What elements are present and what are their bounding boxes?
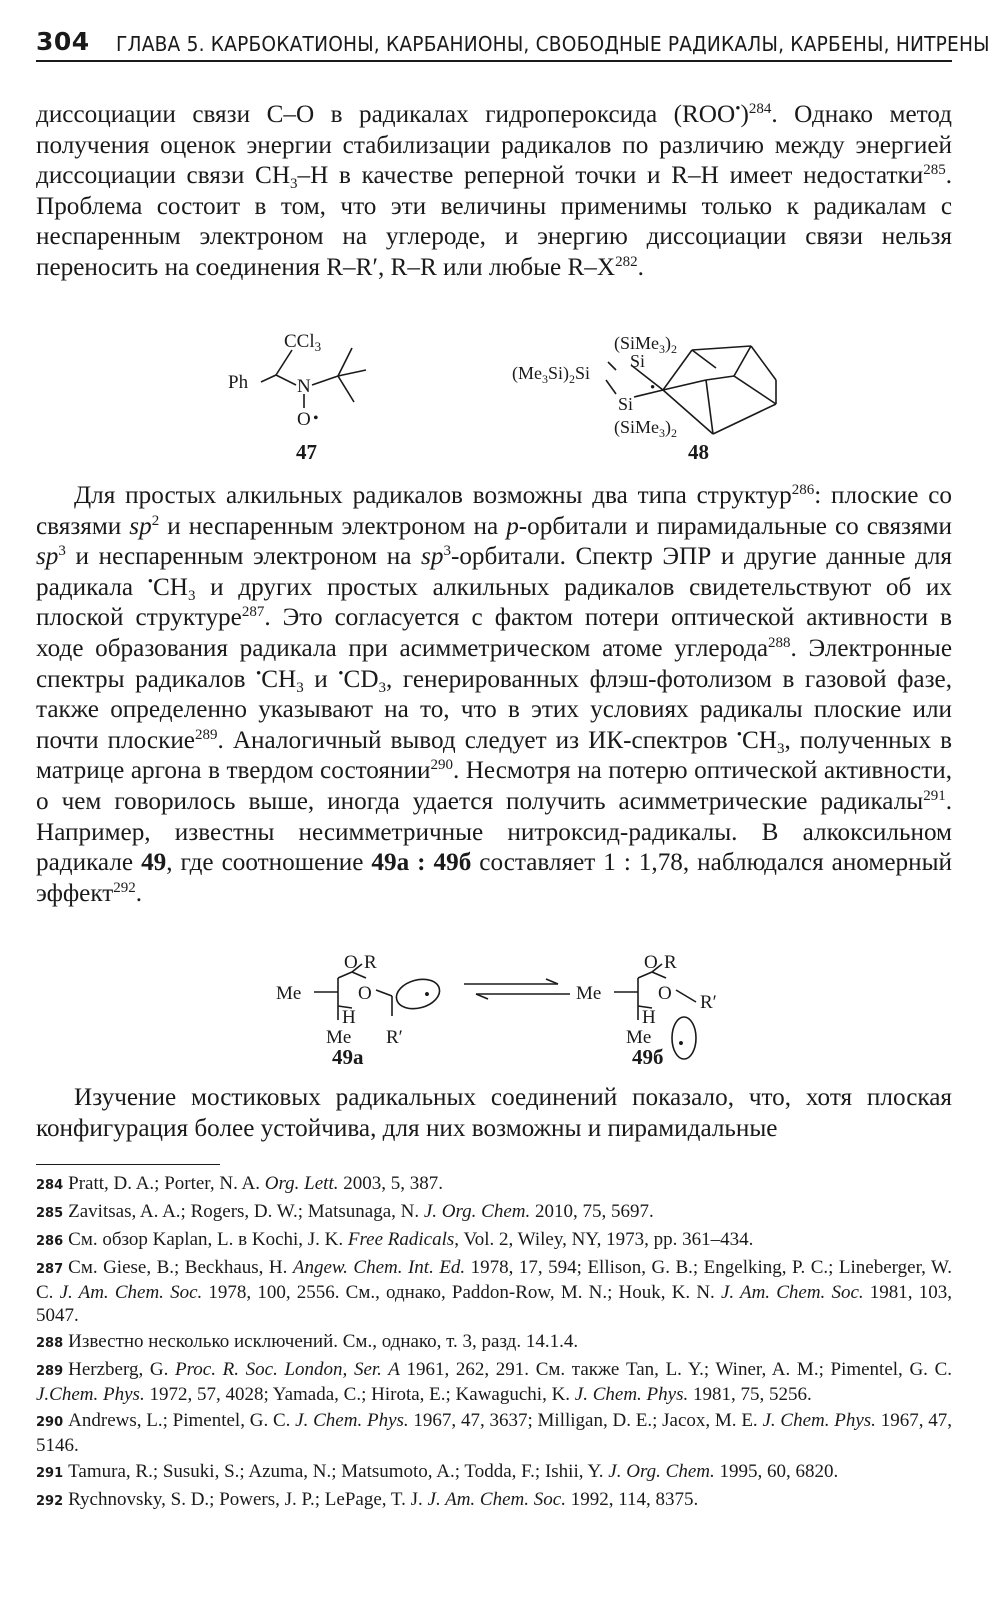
compound-label-48: 48 (688, 440, 709, 464)
ref-290: 290 (430, 757, 453, 774)
svg-text:R′: R′ (386, 1027, 403, 1048)
footnote-291: 291 Tamura, R.; Susuki, S.; Azuma, N.; Matsumoto, A.; Todda, F.; Ishii, Y. J. Org. Chem. 1995, 60, 6820. (36, 1461, 839, 1482)
page-number: 304 (36, 27, 90, 56)
footnote-284: 284 Pratt, D. A.; Porter, N. A. Org. Lett. 2003, 5, 387. (36, 1173, 443, 1194)
running-header (36, 22, 990, 62)
compound-label-49b: 49б (632, 1045, 664, 1069)
structure-47 (226, 330, 406, 465)
svg-text:•: • (424, 985, 430, 1004)
ref-289: 289 (194, 726, 218, 743)
ref-286: 286 (791, 482, 815, 498)
svg-text:•: • (313, 410, 319, 427)
ref-284: 284 (748, 101, 772, 117)
footnote-285: 285 Zavitsas, A. A.; Rogers, D. W.; Matsunaga, N. J. Org. Chem. 2010, 75, 5697. (36, 1201, 654, 1222)
svg-text:CCl3: CCl$_3$ (284, 331, 322, 354)
svg-text:Me: Me (626, 1027, 652, 1048)
svg-text:O: O (658, 983, 672, 1004)
svg-text:H: H (342, 1007, 356, 1028)
paragraph-2: Для простых алкильных радикалов возможны два типа структур$^{286}$: плоские со связями $sp^2$ и неспаренным электроном на p-орбитали и пирамидальные со связями $sp^3$ и неспаренным электроном на $sp^3$-орбитали. Спектр ЭПР и другие данные для радикала $^•CH_3$ и других простых алкильных радикалов свидетельствуют об их плоской структуре$^{287}$. Это согласуется с фактом потери оптической активности в ходе образования радикала при асимметрическом атоме углерода$^{288}$. Электронные спектры радикалов $^•CH_3$ и $^•CD_3$, генерированных флэш-фотолизом в газовой фазе, также определенно указывают на то, что в этих условиях радикалы плоские или почти плоские$^{289}$. Аналогичный вывод следует из ИК-спектров $^•CH_3$, полученных в матрице аргона в твердом состоянии$^{290}$. Несмотря на потерю оптической активности, о чем говорилось выше, иногда удается получить асимметрические радикалы$^{291}$. Например, известны несимметричные нитроксид-радикалы. В алкоксильном радикале 49, где соотношение 49а : 49б составляет 1 : 1,78, наблюдался аномерный эффект$^{292}$. (36, 482, 953, 907)
ref-287: 287 (241, 604, 265, 621)
svg-text:Me: Me (276, 983, 302, 1004)
footnote-288: 288 Известно несколько исключений. См., однако, т. 3, разд. 14.1.4. (36, 1331, 579, 1352)
svg-text:H: H (642, 1007, 656, 1028)
ref-282: 282 (615, 253, 638, 270)
paragraph-1: диссоциации связи C–O в радикалах гидропероксида $(ROO^•)^{284}$. Однако метод получения оценок энергии стабилизации радикалов по различию между энергией диссоциации связи $CH_3-H$ в качестве реперной точки и R–H имеет недостатки$^{285}$. Проблема состоит в том, что эти величины применимы только к радикалам с неспаренным электроном на углероде, и энергию диссоциации связи нельзя переносить на соединения R–R′, R–R или любые $R-X^{282}$. (36, 101, 952, 281)
svg-text:(Me3Si)2Si: $(Me_3Si)_2Si$ (512, 363, 591, 386)
svg-text:R′: R′ (700, 992, 717, 1013)
svg-text:(SiMe3)2: $(SiMe_3)_2$ (614, 333, 677, 356)
footnote-289: 289 Herzberg, G. Proc. R. Soc. London, Ser. A 1961, 262, 291. См. также Tan, L. Y.; Winer, A. M.; Pimentel, G. C. J.Chem. Phys. 1972, 57, 4028; Yamada, C.; Hirota, E.; Kawaguchi, K. J. Chem. Phys. 1981, 75, 5256. (36, 1359, 952, 1405)
compound-label-49a: 49а (332, 1045, 364, 1069)
footnote-292: 292 Rychnovsky, S. D.; Powers, J. P.; LePage, T. J. J. Am. Chem. Soc. 1992, 114, 8375. (36, 1489, 699, 1510)
ref-285: 285 (923, 162, 946, 179)
footnotes (36, 1172, 952, 1516)
svg-text:Si: Si (630, 351, 646, 371)
footnote-rule (36, 1164, 220, 1165)
svg-text:Ph: Ph (228, 372, 249, 393)
compound-label-47: 47 (296, 440, 317, 464)
ref-291: 291 (923, 787, 946, 804)
paragraph-3: Изучение мостиковых радикальных соединений показало, что, хотя плоская конфигурация более устойчива, для них возможны и пирамидальные (36, 1084, 952, 1142)
svg-text:•: • (678, 1034, 684, 1053)
ref-288: 288 (768, 634, 791, 651)
svg-text:N: N (297, 376, 311, 397)
chapter-title: ГЛАВА 5. КАРБОКАТИОНЫ, КАРБАНИОНЫ, СВОБОДНЫЕ РАДИКАЛЫ, КАРБЕНЫ, НИТРЕНЫ (115, 32, 990, 56)
svg-text:(SiMe3)2: $(SiMe_3)_2$ (614, 417, 677, 440)
svg-text:•: • (650, 380, 656, 396)
svg-text:Si: Si (618, 394, 634, 414)
svg-text:O: O (644, 952, 658, 973)
footnote-287: 287 См. Giese, B.; Beckhaus, H. Angew. Chem. Int. Ed. 1978, 17, 594; Ellison, G. B.; Engelking, P. C.; Lineberger, W. C. J. Am. Chem. Soc. 1978, 100, 2556. См., однако, Paddon-Row, M. N.; Houk, K. N. J. Am. Chem. Soc. 1981, 103, 5047. (36, 1257, 952, 1326)
svg-text:Me: Me (326, 1027, 352, 1048)
footnote-286: 286 См. обзор Kaplan, L. в Kochi, J. K. Free Radicals, Vol. 2, Wiley, NY, 1973, pp. 361–434. (36, 1229, 754, 1250)
svg-text:O: O (358, 983, 372, 1004)
svg-text:R: R (664, 952, 677, 973)
footnote-290: 290 Andrews, L.; Pimentel, G. C. J. Chem. Phys. 1967, 47, 3637; Milligan, D. E.; Jacox, M. E. J. Chem. Phys. 1967, 47, 5146. (36, 1410, 952, 1456)
ref-292: 292 (113, 879, 136, 896)
svg-text:O: O (297, 409, 311, 430)
svg-text:R: R (364, 952, 377, 973)
svg-text:Me: Me (576, 983, 602, 1004)
svg-text:O: O (344, 952, 358, 973)
structure-48 (466, 322, 796, 467)
scheme-49 (276, 950, 736, 1070)
